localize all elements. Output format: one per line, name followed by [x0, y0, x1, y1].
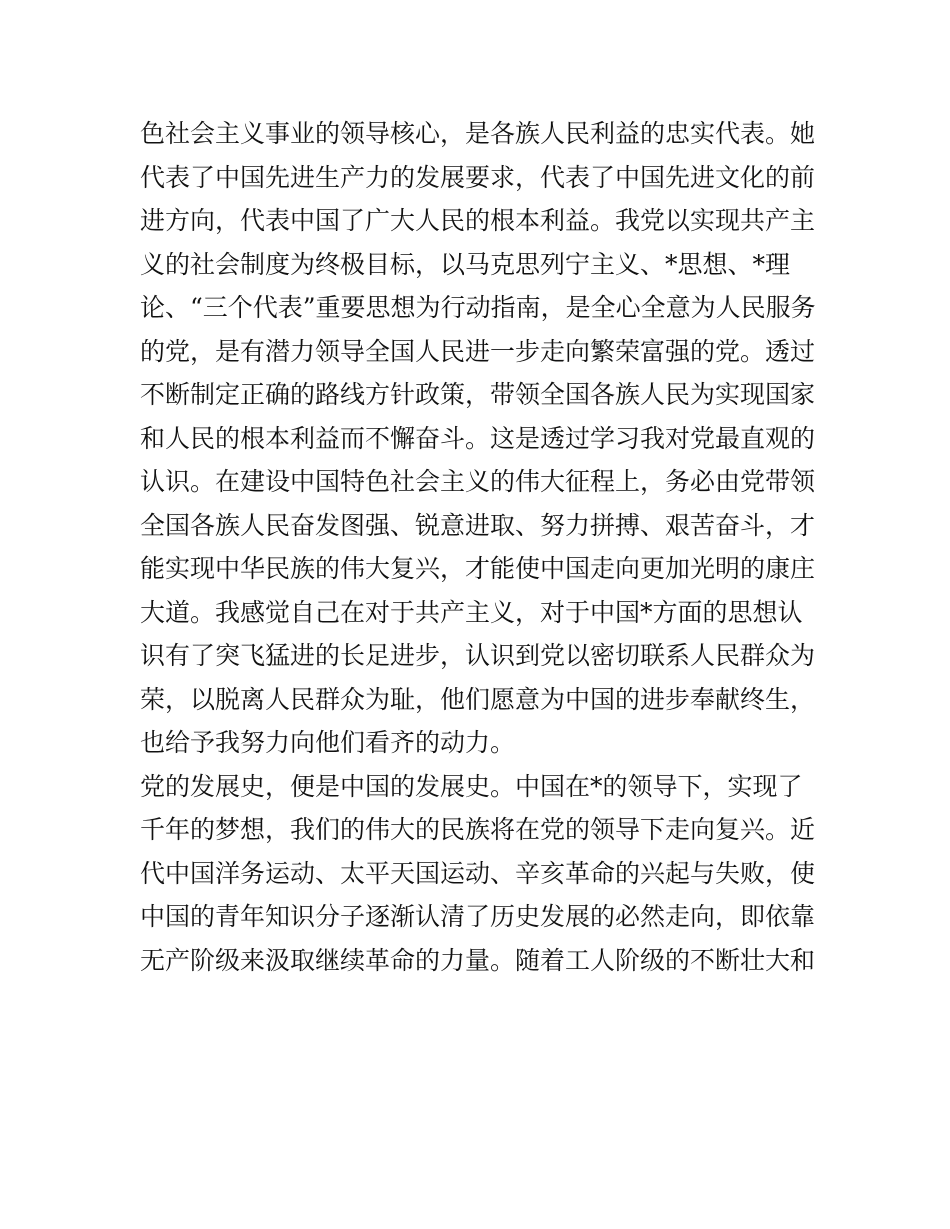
- text-line: 代中国洋务运动、太平天国运动、辛亥革命的兴起与失败，使: [140, 858, 816, 888]
- text-line: 能实现中华民族的伟大复兴，才能使中国走向更加光明的康庄: [140, 554, 816, 583]
- text-line: 全国各族人民奋发图强、锐意进取、努力拼搏、艰苦奋斗，才: [140, 510, 816, 540]
- text-line: 无产阶级来汲取继续革命的力量。随着工人阶级的不断壮大和: [140, 945, 816, 975]
- text-line: 不断制定正确的路线方针政策，带领全国各族人民为实现国家: [140, 380, 816, 409]
- text-line: 大道。我感觉自己在对于共产主义，对于中国*方面的思想认: [140, 597, 803, 627]
- text-line: 进方向，代表中国了广大人民的根本利益。我党以实现共产主: [140, 206, 816, 235]
- text-line: 中国的青年知识分子逐渐认清了历史发展的必然走向，即依靠: [140, 902, 816, 931]
- text-line: 义的社会制度为终极目标，以马克思列宁主义、*思想、*理: [140, 249, 791, 279]
- text-line: 荣，以脱离人民群众为耻，他们愿意为中国的进步奉献终生，: [140, 684, 816, 714]
- text-line: 认识。在建设中国特色社会主义的伟大征程上，务必由党带领: [140, 467, 816, 496]
- text-line: 的党，是有潜力领导全国人民进一步走向繁荣富强的党。透过: [140, 336, 816, 366]
- text-line: 识有了突飞猛进的长足进步，认识到党以密切联系人民群众为: [140, 641, 816, 670]
- text-line: 党的发展史，便是中国的发展史。中国在*的领导下，实现了: [140, 771, 803, 801]
- body-text: [140, 112, 820, 982]
- text-line: 也给予我努力向他们看齐的动力。: [140, 728, 516, 757]
- text-line: 和人民的根本利益而不懈奋斗。这是透过学习我对党最直观的: [140, 423, 816, 453]
- text-line: 代表了中国先进生产力的发展要求，代表了中国先进文化的前: [140, 162, 816, 192]
- text-line: 论、“三个代表”重要思想为行动指南，是全心全意为人民服务: [140, 293, 816, 322]
- text-line: 千年的梦想，我们的伟大的民族将在党的领导下走向复兴。近: [140, 815, 816, 844]
- text-line: 色社会主义事业的领导核心，是各族人民利益的忠实代表。她: [140, 119, 816, 148]
